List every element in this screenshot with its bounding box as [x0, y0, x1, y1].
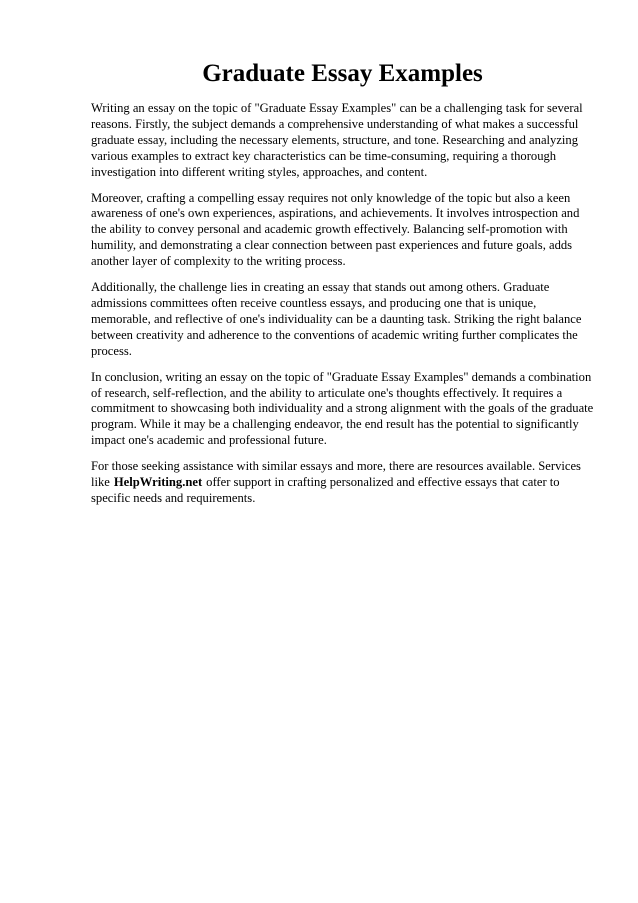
service-brand-name: HelpWriting.net	[113, 475, 203, 490]
paragraph-2: Moreover, crafting a compelling essay requires not only knowledge of the topic but also a keen awareness of one's own experiences, aspirations, and achievements. It involves introspection and the ability to convey personal and academic growth effectively. Balancing self-promotion with humility, and demonstrating a clear connection between past experiences and future goals, adds another layer of complexity to the writing process.	[91, 190, 580, 269]
document-title: Graduate Essay Examples	[202, 60, 483, 87]
paragraph-5-text-after: offer support in crafting personalized and effective essays that cater to specific needs and requirements.	[91, 475, 560, 505]
paragraph-1: Writing an essay on the topic of "Graduate Essay Examples" can be a challenging task for several reasons. Firstly, the subject demands a comprehensive understanding of what makes a successful graduate essay, including the necessary elements, structure, and tone. Researching and analyzing various examples to extract key characteristics can be time-consuming, requiring a thorough investigation into different writing styles, approaches, and content.	[91, 101, 583, 179]
paragraph-3: Additionally, the challenge lies in creating an essay that stands out among others. Graduate admissions committees often receive countless essays, and producing one that is unique, memorable, and reflective of one's individuality can be a daunting task. Striking the right balance between creativity and adherence to the conventions of academic writing further complicates the process.	[91, 280, 582, 358]
paragraph-5-text-before: For those seeking assistance with similar essays and more, there are resources available. Services like	[91, 459, 581, 490]
paragraph-4: In conclusion, writing an essay on the topic of "Graduate Essay Examples" demands a combination of research, self-reflection, and the ability to articulate one's thoughts effectively. It requires a commitment to showcasing both individuality and a strong alignment with the goals of the graduate program. While it may be a challenging endeavor, the end result has the potential to significantly impact one's academic and professional future.	[91, 369, 594, 448]
paragraph-5	[91, 459, 596, 507]
